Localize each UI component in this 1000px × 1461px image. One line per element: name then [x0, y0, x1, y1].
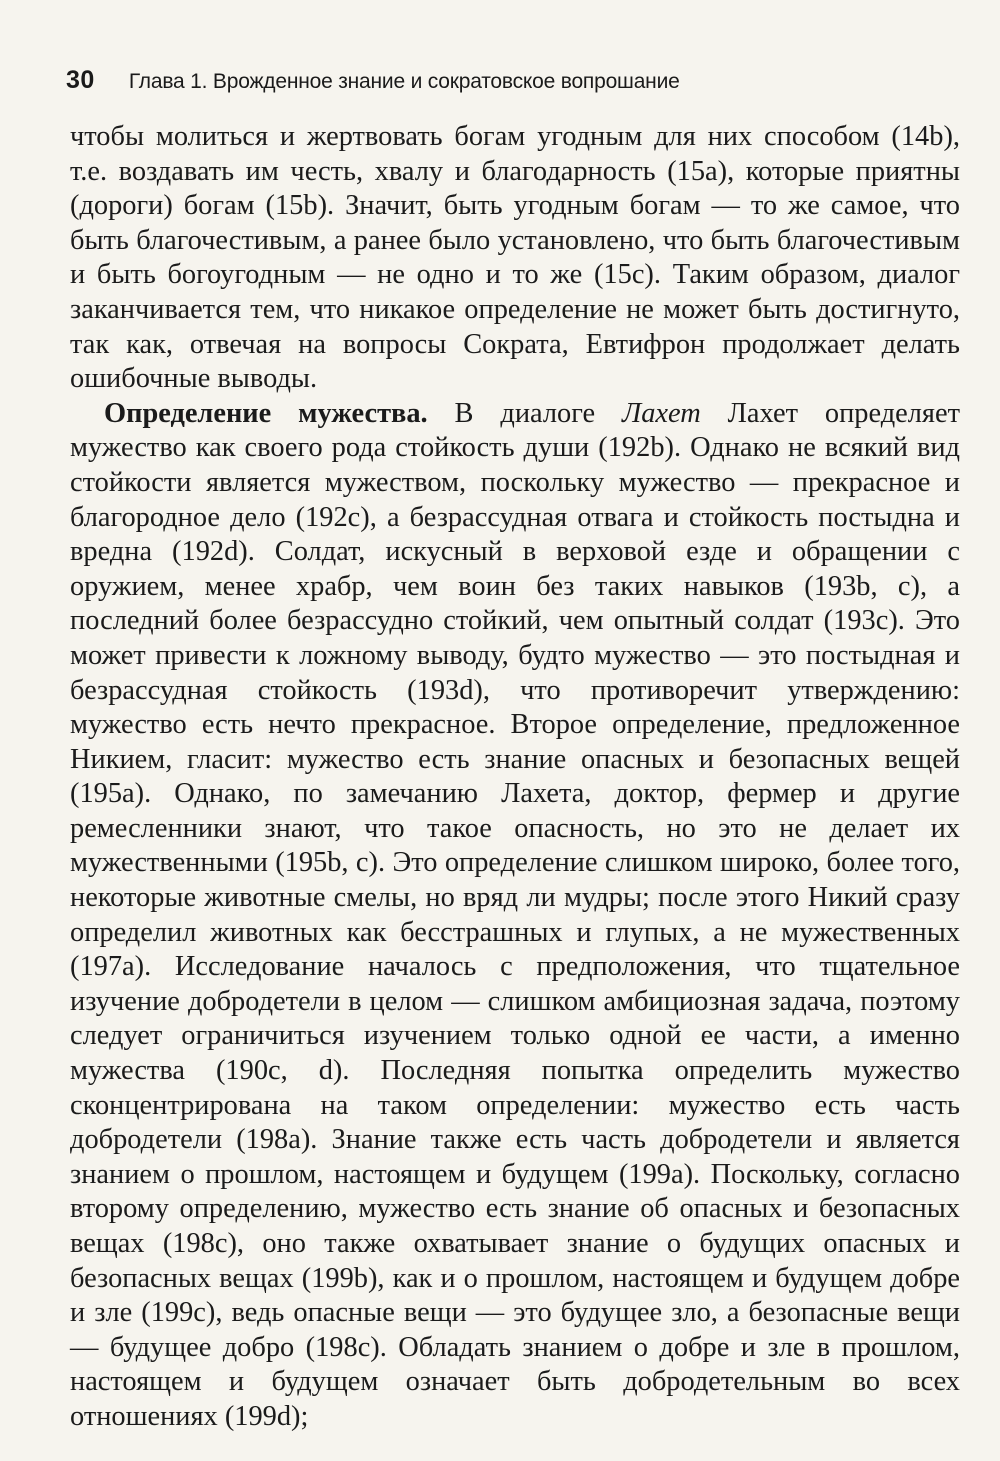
page-number: 30 [66, 66, 95, 94]
dialogue-title: Лахет [622, 397, 701, 429]
chapter-title: Глава 1. Врожденное знание и сократовское вопрошание [128, 70, 680, 93]
paragraph-courage-definition [70, 397, 960, 1435]
paragraph-body: Лахет определяет мужество как своего рода стойкость души (192b). Однако не всякий вид стойкости является мужеством, поскольку мужество — прекрасное и благородное дело (192c), а безрассудная отвага и стойкость постыдна и вредна (192d). Солдат, искусный в верховой езде и обращении с оружием, менее храбр, чем воин без таких навыков (193b, c), а последний более безрассудно стойкий, чем опытный солдат (193c). Это может привести к ложному выводу, будто мужество — это постыдная и безрассудная стойкость (193d), что противоречит утверждению: мужество есть нечто прекрасное. Второе определение, предложенное Никием, гласит: мужество есть знание опасных и безопасных вещей (195a). Однако, по замечанию Лахета, доктор, фермер и другие ремесленники знают, что такое опасность, но это не делает их мужественными (195b, c). Это определение слишком широко, более того, некоторые животные смелы, но вряд ли мудры; после этого Никий сразу определил животных как бесстрашных и глупых, а не мужественных (197a). Исследование началось с предположения, что тщательное изучение добродетели в целом — слишком амбициозная задача, поэтому следует ограничиться изучением только одной ее части, а именно мужества (190c, d). Последняя попытка определить мужество сконцентрирована на таком определении: мужество есть часть добродетели (198a). Знание также есть часть добродетели и является знанием о прошлом, настоящем и будущем (199a). Поскольку, согласно второму определению, мужество есть знание об опасных и безопасных вещах (198c), оно также охватывает знание о будущих опасных и безопасных вещах (199b), как и о прошлом, настоящем и будущем добре и зле (199c), ведь опасные вещи — это будущее зло, а безопасные вещи — будущее добро (198c). Обладать знанием о добре и зле в прошлом, настоящем и будущем означает быть добродетельным во всех отношениях (199d); [70, 397, 960, 1432]
body-text [70, 120, 960, 1435]
running-header [66, 66, 680, 100]
run-in-heading: Определение мужества. [104, 397, 428, 429]
paragraph-lead: В диалоге [427, 397, 622, 429]
paragraph-continuation: чтобы молиться и жертвовать богам угодным для них способом (14b), т.е. воздавать им честь, хвалу и благодарность (15a), которые приятны (дороги) богам (15b). Значит, быть угодным богам — то же самое, что быть благочестивым, а ранее было установлено, что быть благочестивым и быть богоугодным — не одно и то же (15c). Таким образом, диалог заканчивается тем, что никакое определение не может быть достигнуто, так как, отвечая на вопросы Сократа, Евтифрон продолжает делать ошибочные выводы. [70, 121, 960, 395]
